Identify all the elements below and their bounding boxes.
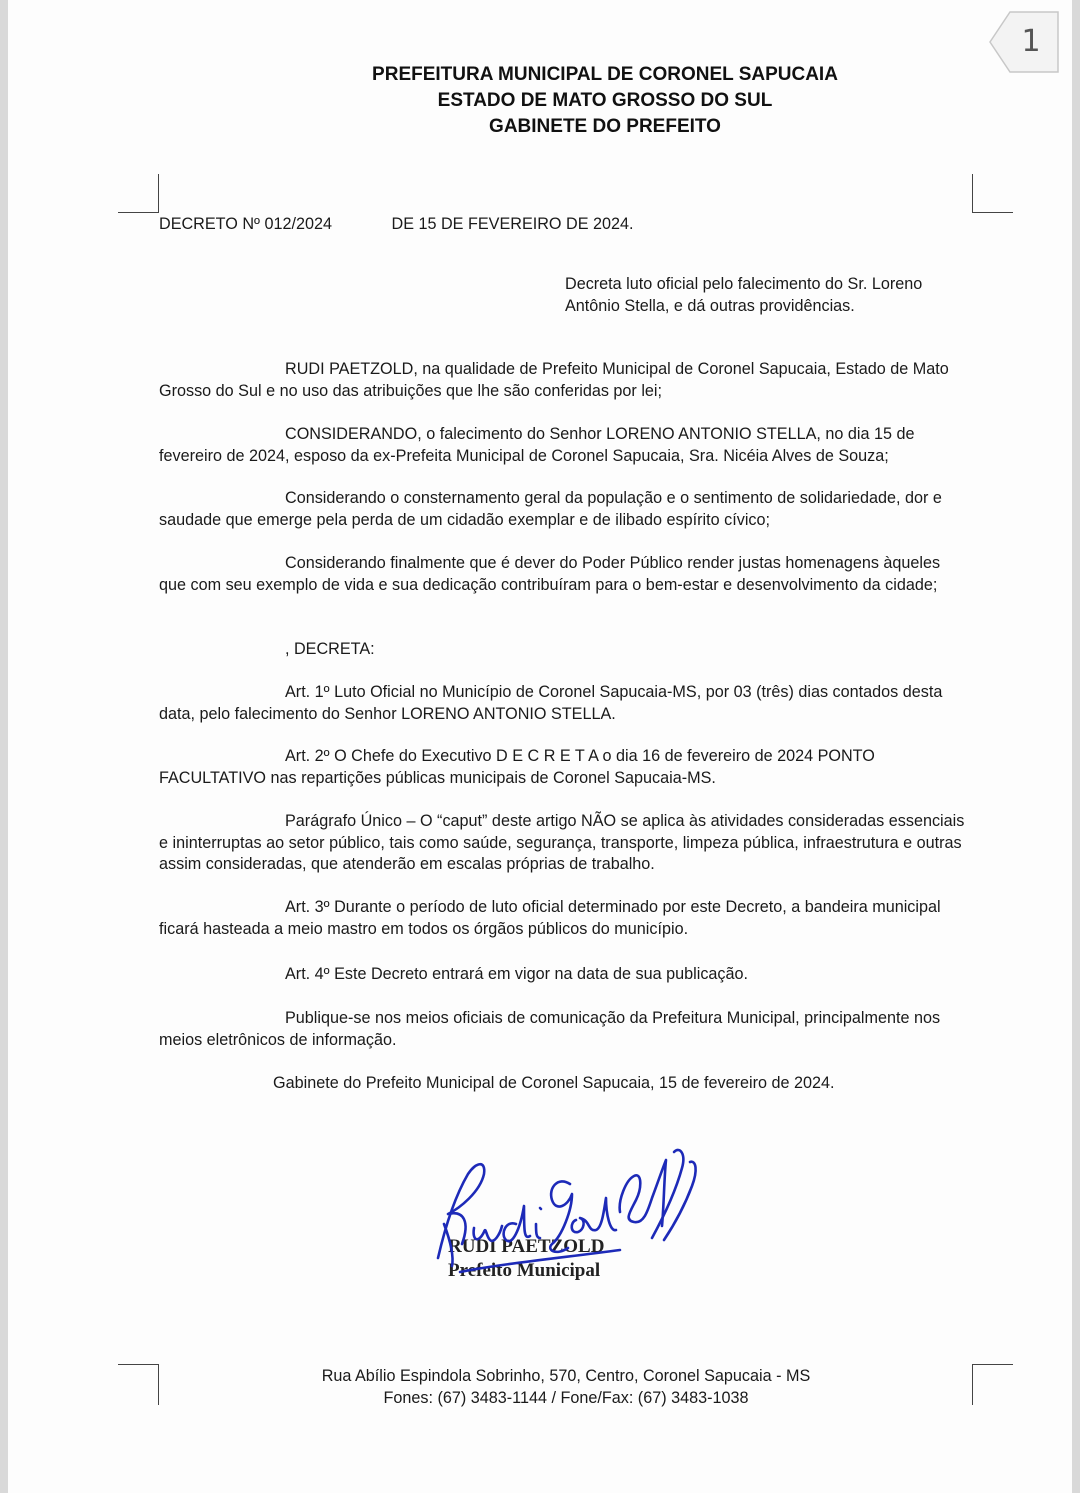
footer-phones: Fones: (67) 3483-1144 / Fone/Fax: (67) 3483-1038	[383, 1388, 749, 1407]
crop-mark-top-right	[972, 174, 1013, 213]
article-4: Art. 4º Este Decreto entrará em vigor na data de sua publicação.	[285, 965, 749, 983]
footer-address: Rua Abílio Espindola Sobrinho, 570, Centro, Coronel Sapucaia - MS	[321, 1367, 811, 1385]
letterhead-line-2: ESTADO DE MATO GROSSO DO SUL	[437, 90, 773, 111]
publication-paragraph: Publique-se nos meios oficiais de comunicação da Prefeitura Municipal, principalmente nos meios eletrônicos de informação.	[159, 1009, 941, 1049]
article-2: Art. 2º O Chefe do Executivo D E C R E T A o dia 16 de fevereiro de 2024 PONTO FACULTATIVO nas repartições públicas municipais de Coronel Sapucaia-MS.	[159, 747, 875, 787]
letterhead-line-3: GABINETE DO PREFEITO	[489, 116, 721, 137]
considering-paragraph-2: Considerando o consternamento geral da população e o sentimento de solidariedade, dor e saudade que emerge pela perda de um cidadão exemplar e de ilibado espírito cívico;	[159, 489, 942, 529]
closing-line: Gabinete do Prefeito Municipal de Coronel Sapucaia, 15 de fevereiro de 2024.	[273, 1074, 835, 1092]
sole-paragraph: Parágrafo Único – O “caput” deste artigo NÃO se aplica às atividades consideradas essenciais e ininterruptas ao setor público, tais como saúde, segurança, transporte, limpeza pública, infraestrutura e outras assim consideradas, que atenderão em escalas próprias de trabalho.	[159, 812, 965, 873]
decree-date: DE 15 DE FEVEREIRO DE 2024.	[391, 215, 634, 233]
decree-heading	[159, 215, 634, 234]
handwritten-signature	[420, 1140, 720, 1300]
signatory-title: Prefeito Municipal	[448, 1260, 601, 1281]
page-number-badge	[988, 10, 1060, 74]
article-1: Art. 1º Luto Oficial no Município de Coronel Sapucaia-MS, por 03 (três) dias contados desta data, pelo falecimento do Senhor LORENO ANTONIO STELLA.	[159, 683, 943, 723]
crop-mark-top-left	[118, 174, 159, 213]
considering-paragraph-3: Considerando finalmente que é dever do Poder Público render justas homenagens àqueles que com seu exemplo de vida e sua dedicação contribuíram para o bem-estar e desenvolvimento da cidade;	[159, 554, 941, 594]
crop-mark-bottom-right	[972, 1364, 1013, 1405]
footer	[300, 1366, 832, 1409]
page-number: 1	[1021, 24, 1041, 59]
letterhead	[368, 62, 842, 140]
decree-number: DECRETO Nº 012/2024	[159, 215, 332, 233]
preamble-paragraph: RUDI PAETZOLD, na qualidade de Prefeito Municipal de Coronel Sapucaia, Estado de Mato Grosso do Sul e no uso das atribuições que lhe são conferidas por lei;	[159, 360, 949, 400]
article-3: Art. 3º Durante o período de luto oficial determinado por este Decreto, a bandeira municipal ficará hasteada a meio mastro em todos os órgãos públicos do município.	[159, 898, 941, 938]
letterhead-line-1: PREFEITURA MUNICIPAL DE CORONEL SAPUCAIA	[372, 64, 838, 85]
document-page	[8, 0, 1072, 1493]
considering-paragraph-1: CONSIDERANDO, o falecimento do Senhor LORENO ANTONIO STELLA, no dia 15 de fevereiro de 2024, esposo da ex-Prefeita Municipal de Coronel Sapucaia, Sra. Nicéia Alves de Souza;	[159, 425, 915, 465]
decreta-line: , DECRETA:	[285, 640, 375, 658]
crop-mark-bottom-left	[118, 1364, 159, 1405]
decree-summary: Decreta luto oficial pelo falecimento do Sr. Loreno Antônio Stella, e dá outras providências.	[565, 275, 923, 315]
signatory-name: RUDI PAETZOLD	[448, 1236, 605, 1257]
